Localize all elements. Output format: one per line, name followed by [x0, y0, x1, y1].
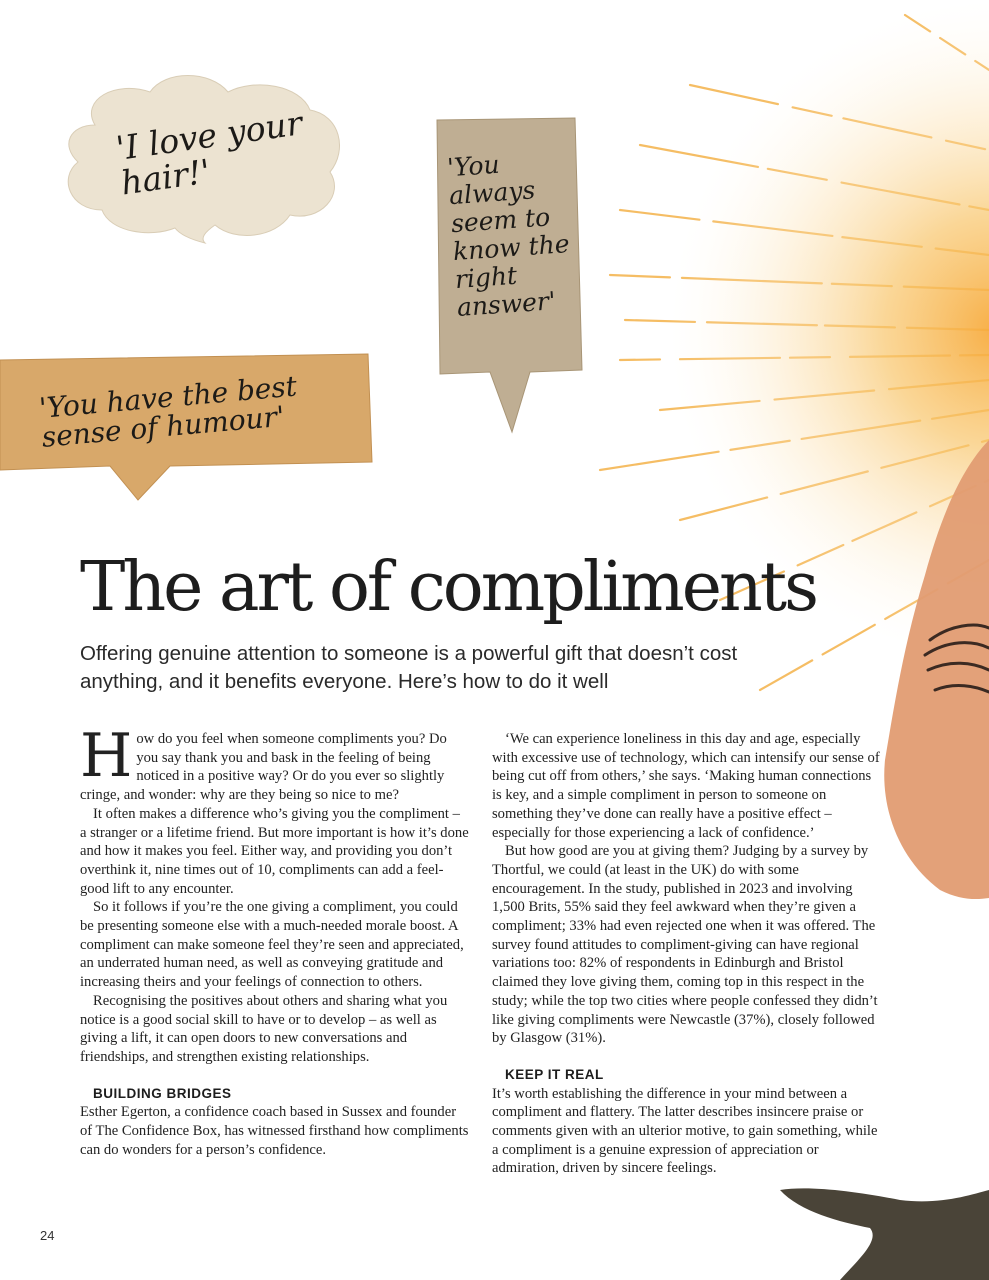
- article-paragraph: ‘We can experience loneliness in this day and age, especially with excessive use of technology, which can intensify our sense of being cut off from others,’ she says. ‘Making human connections is key, and a simple compliment in person to someone on something they’ve done can really have a positive effect – especially for those experiencing a lack of confidence.’: [492, 731, 880, 841]
- article-paragraph: Recognising the positives about others and sharing what you notice is a good social skill to have or to develop – as well as giving a lift, it can open doors to new conversations and friendships, and strengthen existing relationships.: [80, 992, 448, 1065]
- subhead-keep-it-real: KEEP IT REAL: [505, 1066, 604, 1082]
- subhead-building-bridges: BUILDING BRIDGES: [93, 1085, 232, 1101]
- cloud-bubble-text: 'I love your hair!': [113, 103, 305, 203]
- article-paragraph: Esther Egerton, a confidence coach based in Sussex and founder of The Confidence Box, has witnessed firsthand how compliments can do wonders for a person’s confidence.: [80, 1104, 469, 1158]
- article-paragraph: It’s worth establishing the difference in your mind between a compliment and flattery. The latter describes insincere praise or comments given with an ulterior motive, to gain something, while a compliment is a genuine expression of appreciation or admiration, driven by sincere feelings.: [492, 1085, 878, 1177]
- banner-bubble-text: 'You have the best sense of humour': [37, 369, 299, 455]
- article-paragraph: So it follows if you’re the one giving a compliment, you could be presenting someone else with a much-needed morale boost. A compliment can make someone feel they’re seen and appreciated, an underrated human need, as well as conveying gratitude and increasing theirs and your feelings of connection to others.: [80, 899, 464, 991]
- standfirst: Offering genuine attention to someone is a powerful gift that doesn’t cost anything, and it benefits everyone. Here’s how to do it well: [80, 642, 738, 693]
- article-paragraph: How do you feel when someone compliments you? Do you say thank you and bask in the feeling of being noticed in a positive way? Or do you ever so slightly cringe, and wonder: why are they being so nice to me?: [80, 721, 447, 804]
- article-paragraph: It often makes a difference who’s giving you the compliment – a stranger or a lifetime friend. But more important is how it’s done and how it makes you feel. Either way, and providing you don’t overthink it, nine times out of 10, compliments can add a feel-good lift to any encounter.: [80, 805, 469, 897]
- article-paragraph: But how good are you at giving them? Judging by a survey by Thortful, we could (at least in the UK) do with some encouragement. In the study, published in 2023 and involving 1,500 Brits, 55% said they feel awkward when they’re given a compliment; 33% had even rejected one when it was offered. The survey found attitudes to compliment-giving can have regional variations too: 82% of respondents in Edinburgh and Bristol claimed they love giving them, coming top in this respect in the study; while the top two cities where people confessed they didn’t like giving compliments were Newcastle (37%), closely followed by Glasgow (31%).: [492, 843, 878, 1047]
- column-right: [492, 730, 882, 1178]
- drop-cap: H: [80, 721, 133, 791]
- page-title: The art of compliments: [80, 548, 816, 627]
- tag-bubble-text: 'You always seem to know the right answer': [446, 149, 571, 322]
- page-number: 24: [40, 1228, 55, 1243]
- column-left: [80, 721, 470, 1159]
- dark-shape-bottom-right: [780, 1188, 989, 1280]
